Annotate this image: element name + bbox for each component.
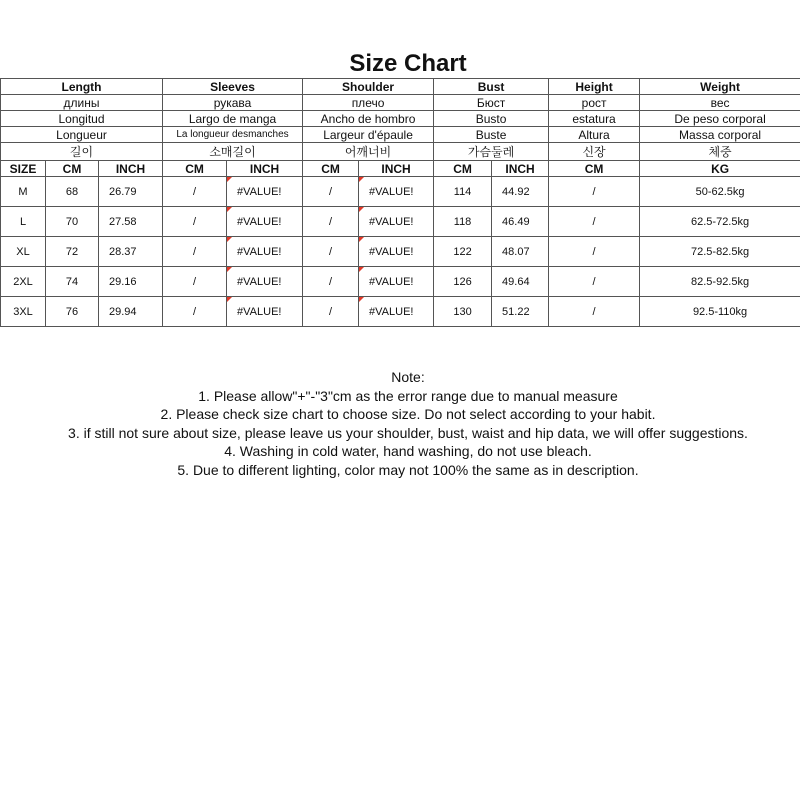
header-length: Length	[1, 79, 163, 95]
cell-bust-cm: 114	[434, 177, 492, 207]
header-sleeves: рукава	[163, 95, 303, 111]
cell-length-inch: 27.58	[99, 207, 163, 237]
cell-sleeves-cm: /	[163, 177, 227, 207]
table-row	[1, 207, 800, 237]
cell-length-cm: 76	[46, 297, 99, 327]
cell-size: XL	[1, 237, 46, 267]
header-row-spanish	[1, 111, 800, 127]
col-length-inch: INCH	[99, 161, 163, 177]
cell-shoulder-inch: #VALUE!	[359, 297, 434, 327]
cell-sleeves-cm: /	[163, 237, 227, 267]
cell-length-inch: 26.79	[99, 177, 163, 207]
col-size: SIZE	[1, 161, 46, 177]
col-height-cm: CM	[549, 161, 640, 177]
cell-height-cm: /	[549, 237, 640, 267]
col-sleeves-inch: INCH	[227, 161, 303, 177]
cell-height-cm: /	[549, 177, 640, 207]
col-shoulder-inch: INCH	[359, 161, 434, 177]
note-item: 2. Please check size chart to choose size. Do not select according to your habit.	[160, 406, 656, 422]
cell-bust-inch: 48.07	[492, 237, 549, 267]
cell-bust-inch: 49.64	[492, 267, 549, 297]
header-length: 길이	[1, 143, 163, 161]
cell-shoulder-inch: #VALUE!	[359, 207, 434, 237]
cell-length-cm: 74	[46, 267, 99, 297]
table-row	[1, 267, 800, 297]
header-sleeves: La longueur desmanches	[163, 127, 303, 143]
header-sleeves: Sleeves	[163, 79, 303, 95]
cell-height-cm: /	[549, 297, 640, 327]
header-weight: вес	[640, 95, 800, 111]
header-shoulder: плечо	[303, 95, 434, 111]
cell-shoulder-inch: #VALUE!	[359, 177, 434, 207]
cell-sleeves-inch: #VALUE!	[227, 177, 303, 207]
header-height: Height	[549, 79, 640, 95]
header-bust: Bust	[434, 79, 549, 95]
cell-bust-inch: 46.49	[492, 207, 549, 237]
cell-length-cm: 68	[46, 177, 99, 207]
cell-sleeves-inch: #VALUE!	[227, 237, 303, 267]
cell-weight-kg: 50-62.5kg	[640, 177, 800, 207]
size-chart-table	[0, 78, 800, 327]
col-length-cm: CM	[46, 161, 99, 177]
cell-shoulder-cm: /	[303, 207, 359, 237]
col-sleeves-cm: CM	[163, 161, 227, 177]
header-weight: 체중	[640, 143, 800, 161]
cell-size: 3XL	[1, 297, 46, 327]
col-bust-cm: CM	[434, 161, 492, 177]
cell-size: L	[1, 207, 46, 237]
header-shoulder: Largeur d'épaule	[303, 127, 434, 143]
cell-sleeves-inch: #VALUE!	[227, 267, 303, 297]
cell-length-inch: 29.94	[99, 297, 163, 327]
col-bust-inch: INCH	[492, 161, 549, 177]
header-row-english	[1, 79, 800, 95]
header-height: рост	[549, 95, 640, 111]
cell-size: M	[1, 177, 46, 207]
notes-section	[0, 368, 800, 479]
page-title: Size Chart	[349, 50, 467, 77]
header-height: 신장	[549, 143, 640, 161]
header-bust: Бюст	[434, 95, 549, 111]
cell-bust-cm: 118	[434, 207, 492, 237]
header-weight: Weight	[640, 79, 800, 95]
header-sleeves: Largo de manga	[163, 111, 303, 127]
cell-sleeves-inch: #VALUE!	[227, 297, 303, 327]
cell-bust-cm: 122	[434, 237, 492, 267]
table-row	[1, 177, 800, 207]
cell-shoulder-cm: /	[303, 237, 359, 267]
note-item: 5. Due to different lighting, color may not 100% the same as in description.	[177, 461, 639, 478]
header-length: Longueur	[1, 127, 163, 143]
header-bust: Buste	[434, 127, 549, 143]
cell-sleeves-cm: /	[163, 297, 227, 327]
cell-shoulder-cm: /	[303, 267, 359, 297]
cell-length-cm: 70	[46, 207, 99, 237]
cell-shoulder-inch: #VALUE!	[359, 267, 434, 297]
table-row	[1, 237, 800, 267]
cell-bust-inch: 44.92	[492, 177, 549, 207]
header-length: длины	[1, 95, 163, 111]
notes-heading: Note:	[391, 369, 425, 385]
header-row-french	[1, 127, 800, 143]
header-length: Longitud	[1, 111, 163, 127]
cell-bust-cm: 130	[434, 297, 492, 327]
cell-height-cm: /	[549, 267, 640, 297]
header-row-korean	[1, 143, 800, 161]
header-height: estatura	[549, 111, 640, 127]
col-shoulder-cm: CM	[303, 161, 359, 177]
cell-weight-kg: 92.5-110kg	[640, 297, 800, 327]
column-header-row	[1, 161, 800, 177]
cell-bust-cm: 126	[434, 267, 492, 297]
cell-sleeves-cm: /	[163, 207, 227, 237]
header-height: Altura	[549, 127, 640, 143]
cell-sleeves-inch: #VALUE!	[227, 207, 303, 237]
cell-shoulder-inch: #VALUE!	[359, 237, 434, 267]
cell-weight-kg: 72.5-82.5kg	[640, 237, 800, 267]
cell-length-inch: 28.37	[99, 237, 163, 267]
cell-shoulder-cm: /	[303, 177, 359, 207]
header-shoulder: 어깨너비	[303, 143, 434, 161]
cell-bust-inch: 51.22	[492, 297, 549, 327]
col-weight-kg: KG	[640, 161, 800, 177]
header-bust: Busto	[434, 111, 549, 127]
note-item: 1. Please allow"+"-"3"cm as the error range due to manual measure	[198, 387, 618, 404]
header-sleeves: 소매길이	[163, 143, 303, 161]
table-row	[1, 297, 800, 327]
note-item: 3. if still not sure about size, please leave us your shoulder, bust, waist and hip data, we will offer suggestions.	[68, 424, 748, 441]
cell-weight-kg: 62.5-72.5kg	[640, 207, 800, 237]
cell-sleeves-cm: /	[163, 267, 227, 297]
header-shoulder: Ancho de hombro	[303, 111, 434, 127]
cell-length-cm: 72	[46, 237, 99, 267]
cell-shoulder-cm: /	[303, 297, 359, 327]
header-bust: 가슴둘레	[434, 143, 549, 161]
cell-height-cm: /	[549, 207, 640, 237]
cell-size: 2XL	[1, 267, 46, 297]
header-weight: Massa corporal	[640, 127, 800, 143]
header-shoulder: Shoulder	[303, 79, 434, 95]
note-item: 4. Washing in cold water, hand washing, do not use bleach.	[224, 443, 592, 459]
header-weight: De peso corporal	[640, 111, 800, 127]
header-row-russian	[1, 95, 800, 111]
cell-length-inch: 29.16	[99, 267, 163, 297]
cell-weight-kg: 82.5-92.5kg	[640, 267, 800, 297]
